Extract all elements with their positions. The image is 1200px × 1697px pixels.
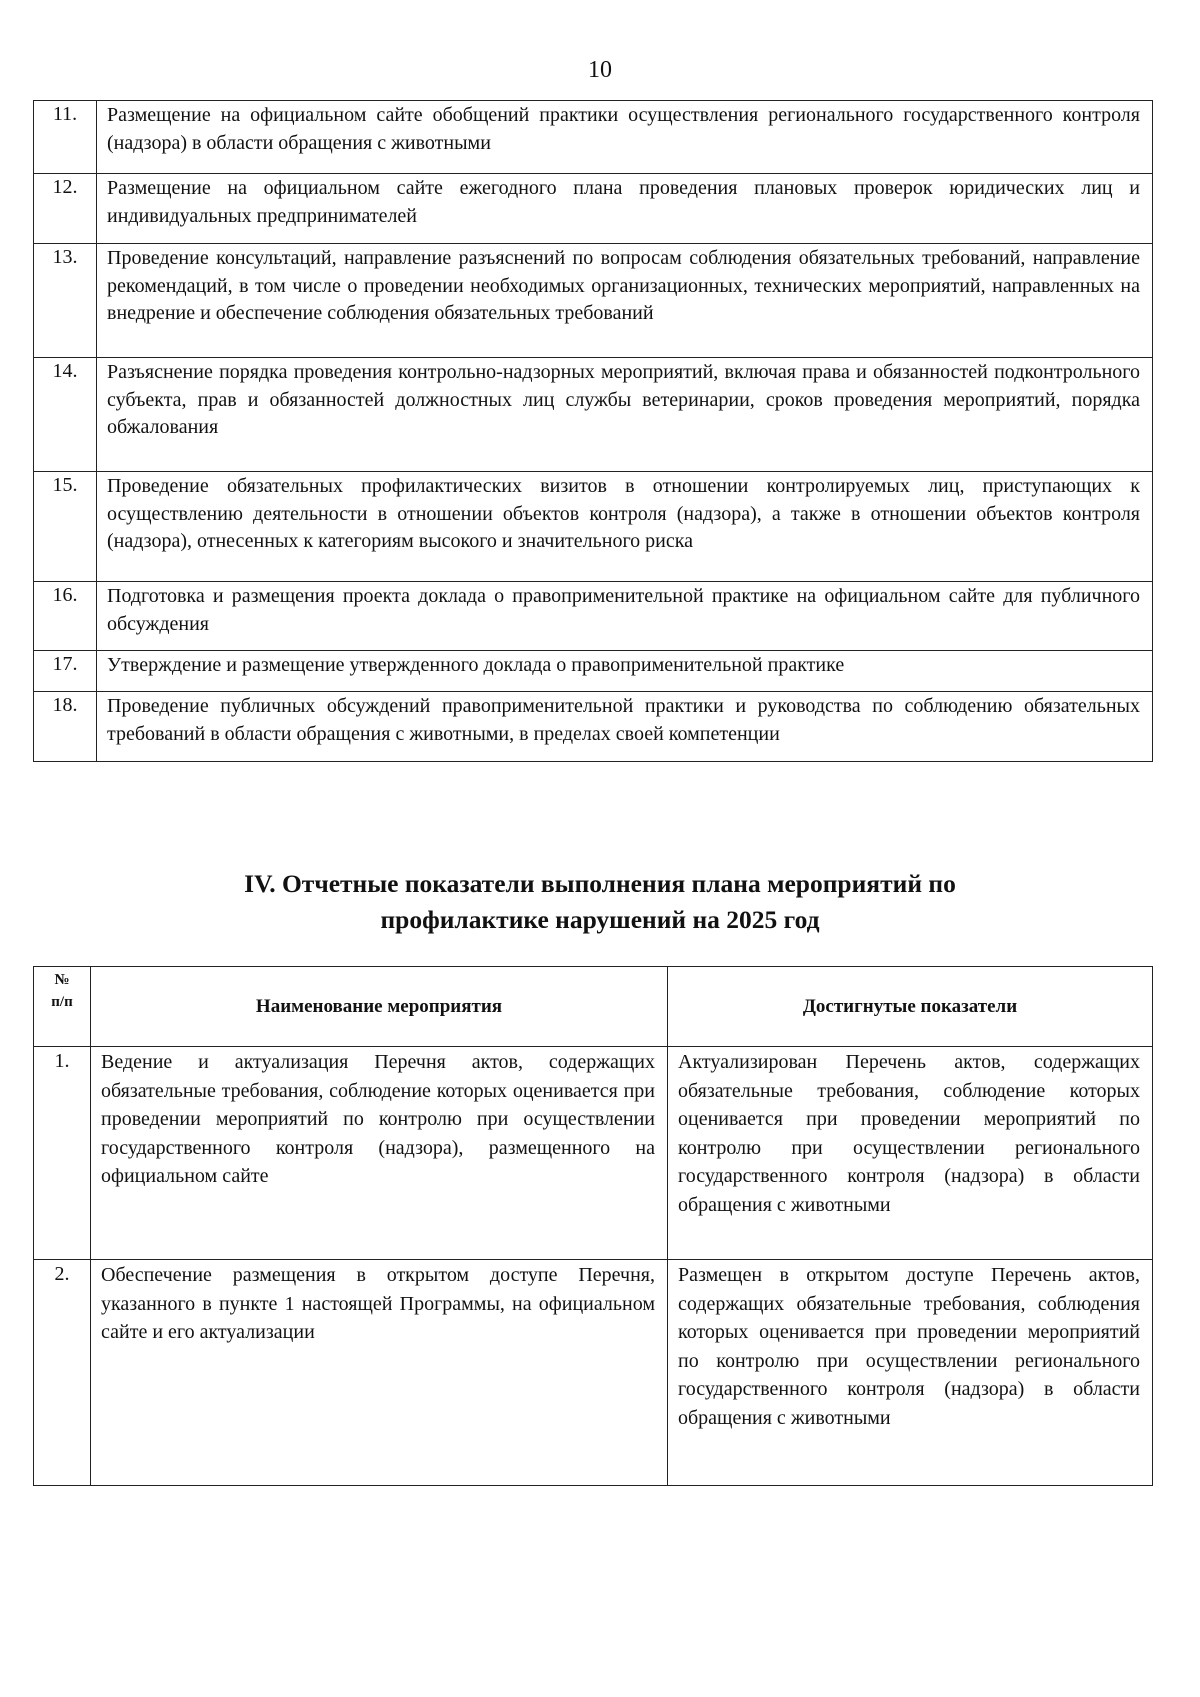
row-text: Разъяснение порядка проведения контрольно-надзорных мероприятий, включая права и обязанностей подконтрольного субъекта, прав и обязанностей должностных лиц службы ветеринарии, сроков проведения мероприятий, порядка обжалования (97, 358, 1153, 472)
row-text: Подготовка и размещения проекта доклада о правоприменительной практике на официальном сайте для публичного обсуждения (97, 582, 1153, 651)
column-header-name: Наименование мероприятия (91, 967, 668, 1047)
page-number: 10 (588, 57, 612, 83)
table-row (34, 358, 1153, 472)
table-row (34, 582, 1153, 651)
row-text: Размещение на официальном сайте ежегодного плана проведения плановых проверок юридических лиц и индивидуальных предпринимателей (97, 174, 1153, 244)
row-text: Утверждение и размещение утвержденного доклада о правоприменительной практике (97, 651, 1153, 692)
column-header-number-line-2: п/п (51, 994, 73, 1010)
table-header-row (34, 967, 1153, 1047)
column-header-number-line-1: № (54, 972, 70, 988)
row-number: 2. (34, 1260, 91, 1486)
section-title-line-2: профилактике нарушений на 2025 год (380, 905, 820, 934)
row-number: 12. (34, 174, 97, 244)
row-activity-name: Ведение и актуализация Перечня актов, содержащих обязательные требования, соблюдение которых оценивается при проведении мероприятий по контролю при осуществлении государственного контроля (надзора), размещенного на официальном сайте (91, 1047, 668, 1260)
table-row (34, 174, 1153, 244)
row-number: 13. (34, 244, 97, 358)
column-header-result: Достигнутые показатели (668, 967, 1153, 1047)
row-number: 16. (34, 582, 97, 651)
table-row (34, 692, 1153, 762)
row-text: Проведение консультаций, направление разъяснений по вопросам соблюдения обязательных требований, направление рекомендаций, в том числе о проведении необходимых организационных, технических мероприятий, направленных на внедрение и обеспечение соблюдения обязательных требований (97, 244, 1153, 358)
row-number: 14. (34, 358, 97, 472)
row-number: 11. (34, 101, 97, 174)
column-header-number (34, 967, 91, 1047)
row-number: 1. (34, 1047, 91, 1260)
table-row (34, 651, 1153, 692)
row-result: Размещен в открытом доступе Перечень актов, содержащих обязательные требования, соблюдения которых оценивается при проведении мероприятий по контролю при осуществлении регионального государственного контроля (надзора) в области обращения с животными (668, 1260, 1153, 1486)
table-row (34, 1047, 1153, 1260)
section-title-line-1: IV. Отчетные показатели выполнения плана мероприятий по (244, 869, 956, 898)
row-text: Проведение обязательных профилактических визитов в отношении контролируемых лиц, приступающих к осуществлению деятельности в отношении объектов контроля (надзора), а также в отношении объектов контроля (надзора), отнесенных к категориям высокого и значительного риска (97, 472, 1153, 582)
table-row (34, 244, 1153, 358)
row-number: 18. (34, 692, 97, 762)
row-text: Размещение на официальном сайте обобщений практики осуществления регионального государственного контроля (надзора) в области обращения с животными (97, 101, 1153, 174)
row-number: 15. (34, 472, 97, 582)
row-activity-name: Обеспечение размещения в открытом доступе Перечня, указанного в пункте 1 настоящей Программы, на официальном сайте и его актуализации (91, 1260, 668, 1486)
table-row (34, 1260, 1153, 1486)
row-number: 17. (34, 651, 97, 692)
row-text: Проведение публичных обсуждений правоприменительной практики и руководства по соблюдению обязательных требований в области обращения с животными, в пределах своей компетенции (97, 692, 1153, 762)
section-title (0, 866, 1200, 938)
activities-table (33, 100, 1153, 762)
row-result: Актуализирован Перечень актов, содержащих обязательные требования, соблюдение которых оценивается при проведении мероприятий по контролю при осуществлении регионального государственного контроля (надзора) в области обращения с животными (668, 1047, 1153, 1260)
table-row (34, 101, 1153, 174)
table-row (34, 472, 1153, 582)
indicators-table (33, 966, 1153, 1486)
